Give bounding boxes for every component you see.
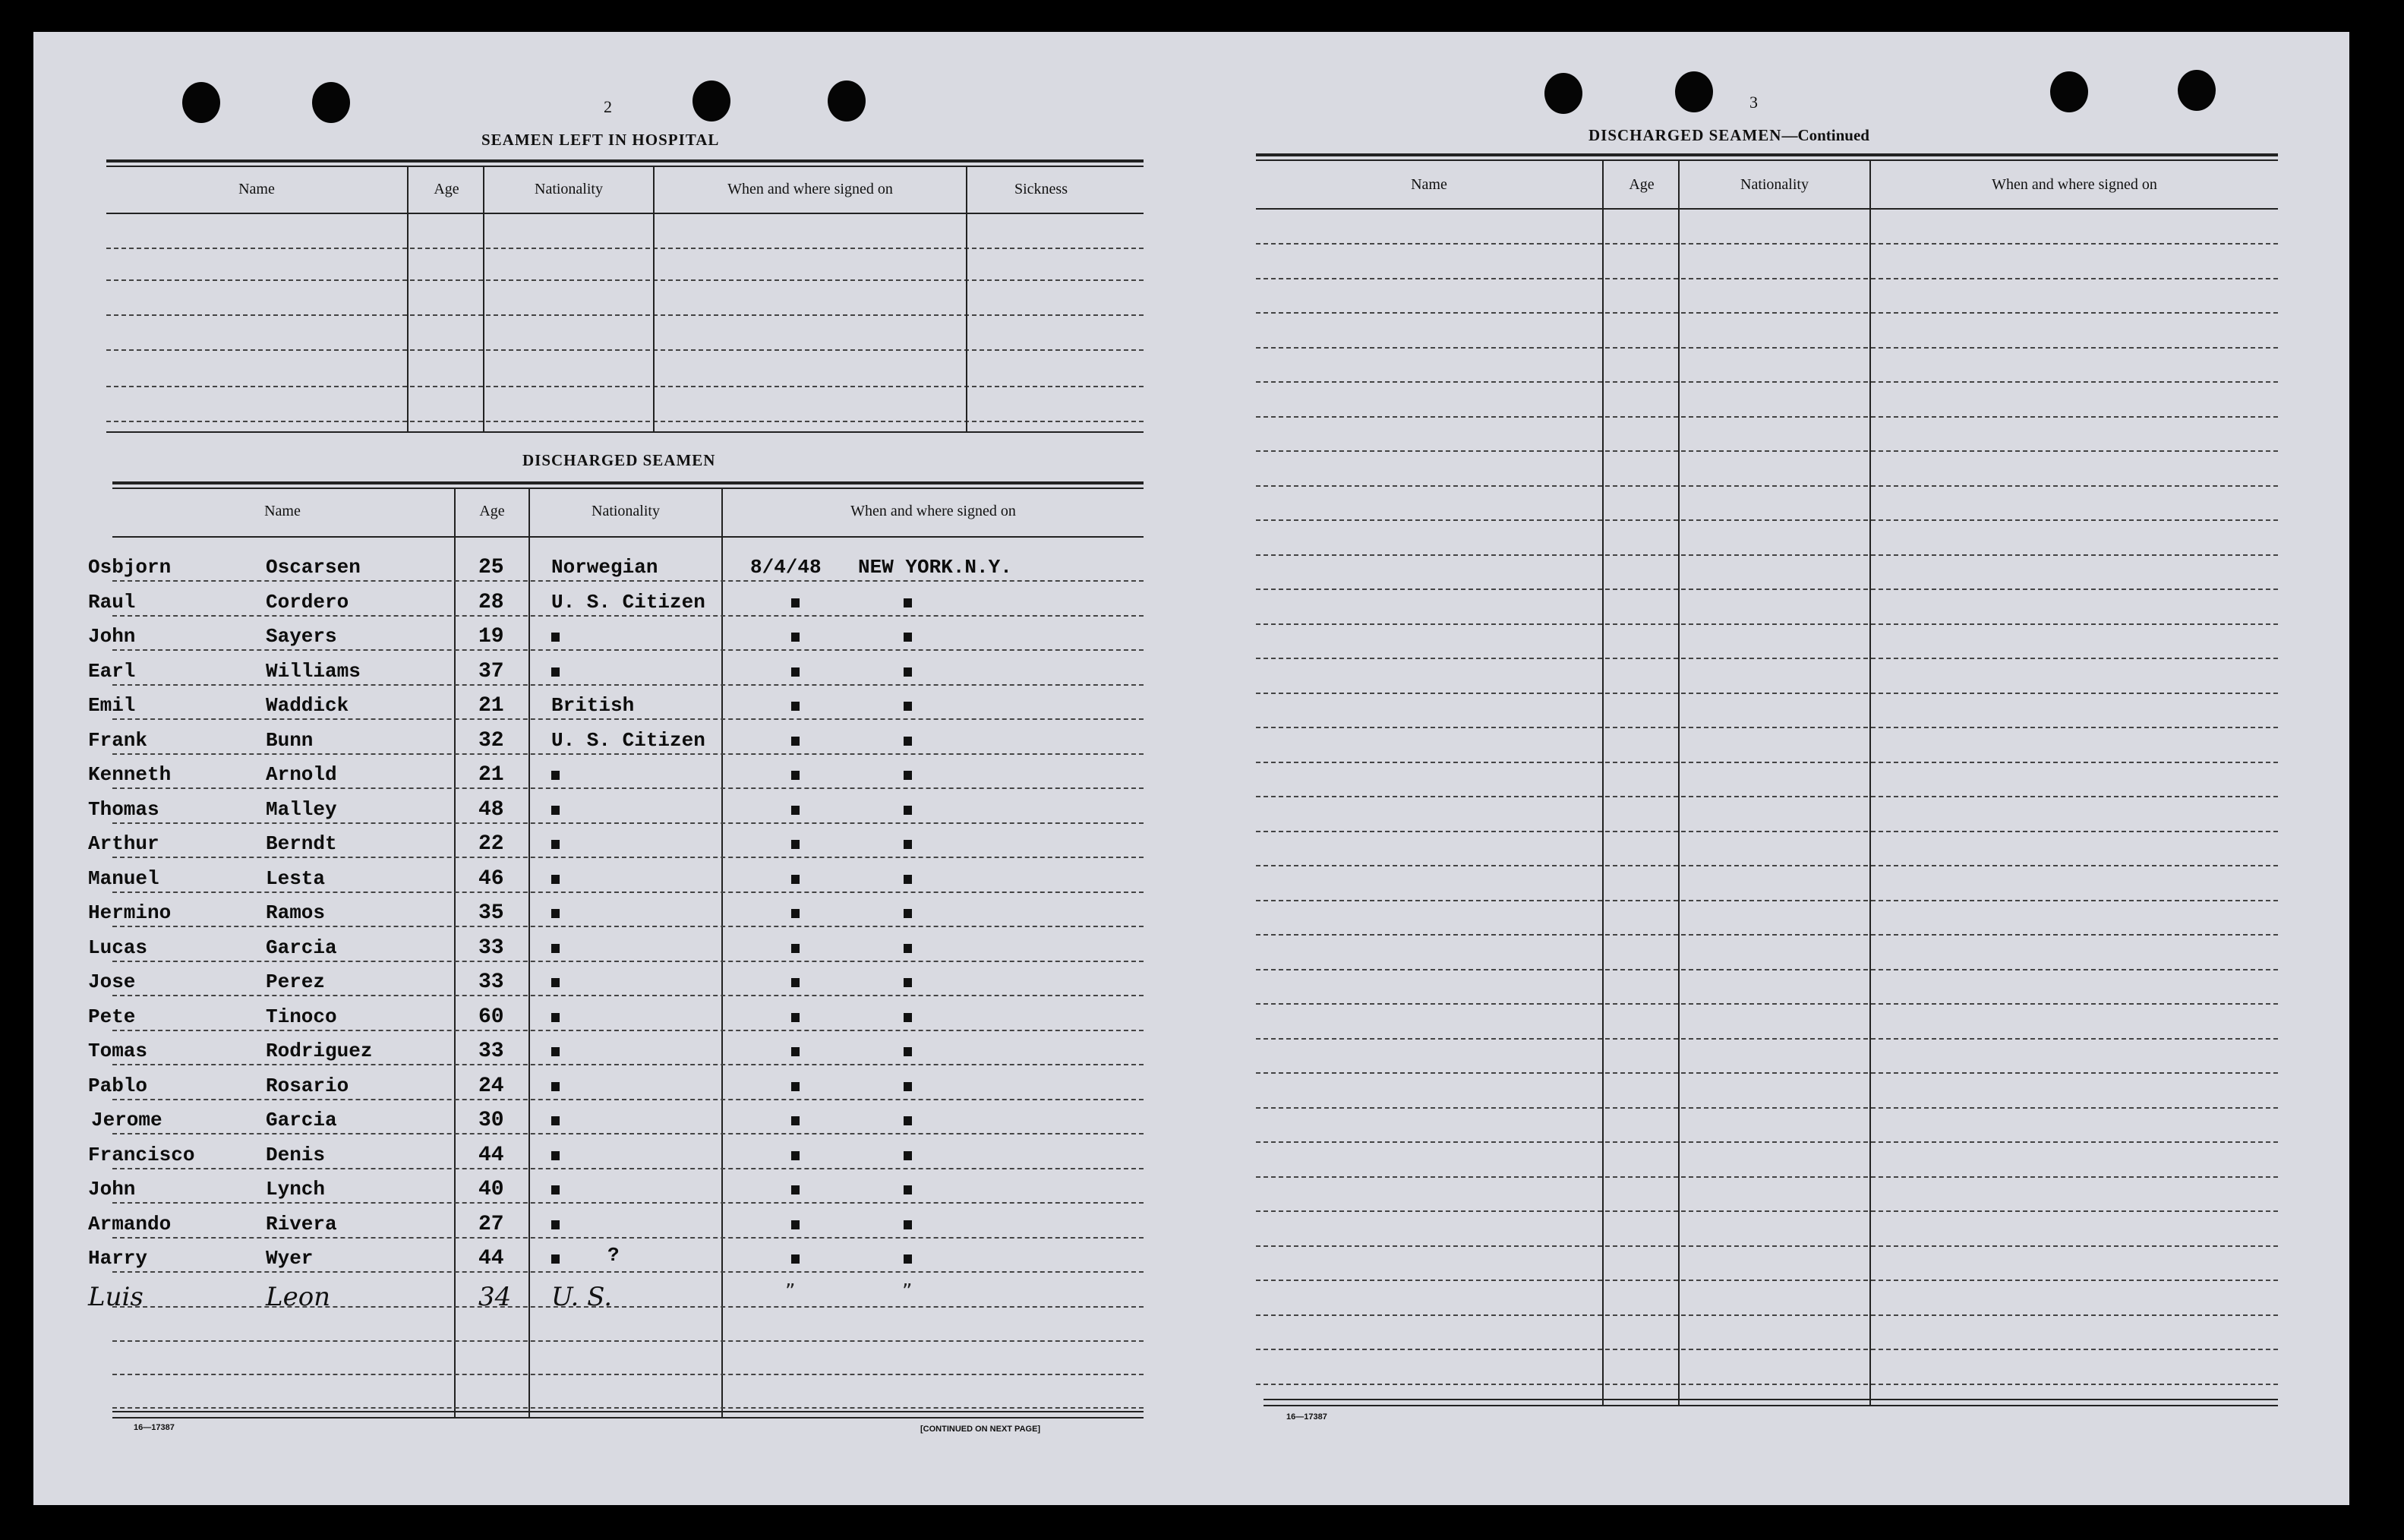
right-table-bottom-rule-2 xyxy=(1264,1405,2278,1406)
hospital-table-top-rule-2 xyxy=(106,166,1144,167)
ditto-mark xyxy=(551,806,560,815)
right-row-line xyxy=(1256,1038,2278,1040)
seaman-last-name: Cordero xyxy=(266,590,349,614)
hospital-row-line xyxy=(106,314,1144,316)
seaman-last-name: Perez xyxy=(266,970,326,993)
ditto-mark xyxy=(791,598,800,607)
ditto-mark xyxy=(904,944,912,953)
seaman-age: 37 xyxy=(478,659,504,683)
hospital-row-line xyxy=(106,349,1144,351)
seaman-first-name: Armando xyxy=(88,1212,172,1235)
discharged-row-line xyxy=(112,787,1144,789)
seaman-first-name: Jerome xyxy=(91,1109,162,1131)
right-row-line xyxy=(1256,1245,2278,1247)
right-row-line xyxy=(1256,1141,2278,1143)
right-row-line xyxy=(1256,1280,2278,1281)
ditto-mark xyxy=(791,737,800,746)
continued-section-title xyxy=(1588,126,1869,145)
ditto-mark xyxy=(551,1185,560,1194)
discharged-col-divider xyxy=(528,488,530,1417)
discharged-row-line xyxy=(112,961,1144,962)
discharged-row-line xyxy=(112,1064,1144,1065)
discharged-row-line xyxy=(112,822,1144,824)
seaman-last-name: Williams xyxy=(266,659,361,683)
seaman-last-name: Rodriguez xyxy=(266,1040,373,1062)
right-header-nationality: Nationality xyxy=(1740,176,1809,193)
hospital-header-sickness: Sickness xyxy=(1014,181,1068,197)
punch-hole xyxy=(2050,71,2088,112)
ditto-mark xyxy=(791,840,800,849)
ditto-mark xyxy=(904,806,912,815)
seaman-age: 48 xyxy=(478,797,504,822)
seaman-last-name: Malley xyxy=(266,797,337,821)
ditto-mark xyxy=(551,875,560,884)
ditto-mark xyxy=(904,771,912,780)
discharged-row-line xyxy=(112,1271,1144,1273)
seaman-first-name: Arthur xyxy=(88,832,159,855)
seaman-age: 24 xyxy=(478,1074,504,1098)
seaman-last-name: Garcia xyxy=(266,936,337,959)
discharged-row-line xyxy=(112,753,1144,755)
punch-hole xyxy=(1675,71,1713,112)
ditto-mark xyxy=(904,1082,912,1091)
seaman-age: 33 xyxy=(478,1040,504,1063)
discharged-row-line xyxy=(112,580,1144,582)
ditto-mark xyxy=(791,1254,800,1264)
ditto-mark xyxy=(551,771,560,780)
right-row-line xyxy=(1256,312,2278,314)
discharged-row-line xyxy=(112,1099,1144,1100)
discharged-row-line xyxy=(112,684,1144,686)
seaman-nationality: British xyxy=(551,694,635,717)
ditto-mark xyxy=(791,771,800,780)
right-row-line xyxy=(1256,1384,2278,1385)
hospital-col-divider xyxy=(407,166,409,431)
right-row-line xyxy=(1256,900,2278,901)
seaman-first-name: Kenneth xyxy=(88,763,172,786)
right-row-line xyxy=(1256,381,2278,383)
ditto-mark xyxy=(551,1013,560,1022)
seaman-age: 30 xyxy=(478,1109,504,1132)
seaman-age: 44 xyxy=(478,1143,504,1167)
seaman-first-name: John xyxy=(88,625,136,648)
right-row-line xyxy=(1256,831,2278,832)
right-row-line xyxy=(1256,243,2278,245)
hospital-col-divider xyxy=(966,166,967,431)
right-header-name: Name xyxy=(1411,176,1447,193)
form-number-right: 16—17387 xyxy=(1286,1412,1327,1422)
right-row-line xyxy=(1256,347,2278,349)
right-table-top-rule-2 xyxy=(1256,159,2278,161)
discharged-row-line xyxy=(112,857,1144,858)
discharged-table-top-rule-2 xyxy=(112,488,1144,489)
hospital-header-nationality: Nationality xyxy=(535,181,603,197)
seaman-last-name: Waddick xyxy=(266,694,349,717)
ditto-mark xyxy=(791,875,800,884)
discharged-row-line xyxy=(112,1340,1144,1342)
seaman-last-name: Leon xyxy=(266,1281,331,1312)
ditto-mark xyxy=(904,1254,912,1264)
right-table-top-rule xyxy=(1256,153,2278,156)
right-row-line xyxy=(1256,519,2278,521)
right-row-line xyxy=(1256,934,2278,936)
seaman-age: 35 xyxy=(478,901,504,925)
form-number-left: 16—17387 xyxy=(134,1423,175,1432)
page-number-left: 2 xyxy=(604,97,612,116)
right-row-line xyxy=(1256,693,2278,694)
seaman-last-name: Berndt xyxy=(266,832,337,855)
punch-hole xyxy=(2178,70,2216,111)
signed-on-place: NEW YORK.N.Y. xyxy=(858,556,1012,579)
seaman-age: 44 xyxy=(478,1247,504,1270)
ditto-mark xyxy=(551,1151,560,1160)
punch-hole xyxy=(828,80,866,121)
hospital-col-divider xyxy=(653,166,655,431)
seaman-age: 40 xyxy=(478,1178,504,1201)
seaman-first-name: Francisco xyxy=(88,1143,195,1166)
seaman-last-name: Garcia xyxy=(266,1109,337,1131)
seaman-first-name: John xyxy=(88,1178,136,1201)
seaman-first-name: Tomas xyxy=(88,1040,148,1062)
continued-note: [CONTINUED ON NEXT PAGE] xyxy=(920,1425,1041,1434)
discharged-header-rule xyxy=(112,536,1144,538)
seaman-age: 21 xyxy=(478,763,504,787)
ditto-mark xyxy=(904,978,912,987)
right-row-line xyxy=(1256,623,2278,625)
ditto-mark xyxy=(904,1116,912,1125)
discharged-row-line xyxy=(112,1202,1144,1204)
seaman-age: 21 xyxy=(478,694,504,718)
ditto-mark xyxy=(791,978,800,987)
seaman-first-name: Osbjorn xyxy=(88,556,172,579)
ditto-mark xyxy=(904,909,912,918)
ditto-mark xyxy=(551,978,560,987)
discharged-row-line xyxy=(112,1407,1144,1409)
seaman-age: 46 xyxy=(478,866,504,891)
ditto-mark xyxy=(791,1047,800,1056)
seaman-first-name: Harry xyxy=(88,1247,148,1270)
ditto-mark xyxy=(904,598,912,607)
right-row-line xyxy=(1256,969,2278,970)
seaman-nationality: U. S. xyxy=(551,1281,613,1312)
ditto-mark xyxy=(791,702,800,711)
hospital-row-line xyxy=(106,421,1144,422)
right-row-line xyxy=(1256,450,2278,452)
ditto-mark xyxy=(791,1151,800,1160)
ditto-mark xyxy=(791,1116,800,1125)
seaman-age: 28 xyxy=(478,590,504,614)
seaman-age: 27 xyxy=(478,1212,504,1236)
right-row-line xyxy=(1256,1072,2278,1074)
ditto-mark xyxy=(904,1013,912,1022)
seaman-age: 25 xyxy=(478,556,504,579)
right-row-line xyxy=(1256,485,2278,487)
right-row-line xyxy=(1256,1176,2278,1178)
right-row-line xyxy=(1256,1349,2278,1350)
right-row-line xyxy=(1256,762,2278,763)
discharged-row-line xyxy=(112,649,1144,651)
seaman-first-name: Luis xyxy=(88,1281,144,1312)
discharged-table-bottom-rule xyxy=(112,1411,1144,1412)
seaman-first-name: Pablo xyxy=(88,1074,148,1097)
discharged-table-top-rule xyxy=(112,481,1144,484)
right-row-line xyxy=(1256,1003,2278,1005)
discharged-row-line xyxy=(112,1133,1144,1134)
ditto-mark xyxy=(551,909,560,918)
hospital-table-top-rule xyxy=(106,159,1144,163)
ditto-mark xyxy=(791,1082,800,1091)
right-header-rule xyxy=(1256,208,2278,210)
seaman-first-name: Emil xyxy=(88,694,136,717)
ditto-mark xyxy=(791,1220,800,1229)
seaman-last-name: Arnold xyxy=(266,763,337,786)
seaman-last-name: Rosario xyxy=(266,1074,349,1097)
ditto-mark xyxy=(551,1254,560,1264)
seaman-last-name: Bunn xyxy=(266,728,314,752)
ditto-mark xyxy=(904,840,912,849)
ditto-mark xyxy=(904,702,912,711)
hospital-row-line xyxy=(106,248,1144,249)
seaman-age: 60 xyxy=(478,1005,504,1029)
hospital-section-title: SEAMEN LEFT IN HOSPITAL xyxy=(481,131,720,149)
ditto-mark xyxy=(904,633,912,642)
discharged-header-name: Name xyxy=(264,503,301,519)
seaman-first-name: Earl xyxy=(88,659,136,683)
right-header-signed-on: When and where signed on xyxy=(1992,176,2157,193)
seaman-last-name: Lesta xyxy=(266,866,326,890)
ditto-mark xyxy=(551,1220,560,1229)
ditto-mark xyxy=(904,1185,912,1194)
discharged-row-line xyxy=(112,1306,1144,1308)
ditto-mark xyxy=(791,944,800,953)
right-row-line xyxy=(1256,589,2278,590)
seaman-last-name: Lynch xyxy=(266,1178,326,1201)
seaman-last-name: Wyer xyxy=(266,1247,314,1270)
seaman-last-name: Rivera xyxy=(266,1212,337,1235)
seaman-first-name: Jose xyxy=(88,970,136,993)
question-mark: ? xyxy=(607,1244,620,1267)
right-row-line xyxy=(1256,658,2278,659)
ditto-mark xyxy=(904,667,912,677)
seaman-last-name: Sayers xyxy=(266,625,337,648)
crew-list-sheet xyxy=(33,32,2349,1505)
discharged-col-divider xyxy=(721,488,723,1417)
seaman-last-name: Denis xyxy=(266,1143,326,1166)
discharged-row-line xyxy=(112,1374,1144,1375)
continued-title-suffix: —Continued xyxy=(1781,126,1869,144)
hospital-header-name: Name xyxy=(238,181,275,197)
seaman-age: 22 xyxy=(478,832,504,856)
ditto-mark-handwritten: ” xyxy=(902,1280,913,1303)
punch-hole xyxy=(312,82,350,123)
right-header-age: Age xyxy=(1629,176,1655,193)
seaman-nationality: Norwegian xyxy=(551,556,658,579)
hospital-header-age: Age xyxy=(434,181,459,197)
right-row-line xyxy=(1256,727,2278,728)
right-row-line xyxy=(1256,416,2278,418)
right-row-line xyxy=(1256,865,2278,866)
ditto-mark xyxy=(551,667,560,677)
seaman-age: 19 xyxy=(478,625,504,649)
seaman-age: 33 xyxy=(478,970,504,994)
ditto-mark xyxy=(904,1047,912,1056)
ditto-mark xyxy=(904,737,912,746)
seaman-age: 32 xyxy=(478,728,504,753)
discharged-row-line xyxy=(112,995,1144,996)
seaman-first-name: Lucas xyxy=(88,936,148,959)
seaman-age: 34 xyxy=(478,1281,512,1312)
punch-hole xyxy=(692,80,730,121)
right-table-bottom-rule xyxy=(1264,1399,2278,1400)
ditto-mark xyxy=(551,944,560,953)
discharged-row-line xyxy=(112,1030,1144,1031)
hospital-row-line xyxy=(106,279,1144,281)
discharged-table-bottom-rule-2 xyxy=(112,1417,1144,1419)
hospital-row-line xyxy=(106,386,1144,387)
ditto-mark xyxy=(904,1220,912,1229)
ditto-mark xyxy=(791,667,800,677)
right-row-line xyxy=(1256,796,2278,797)
discharged-header-age: Age xyxy=(479,503,505,519)
discharged-row-line xyxy=(112,615,1144,617)
discharged-row-line xyxy=(112,926,1144,927)
right-row-line xyxy=(1256,554,2278,556)
ditto-mark xyxy=(904,875,912,884)
ditto-mark xyxy=(551,840,560,849)
discharged-header-signed-on: When and where signed on xyxy=(850,503,1016,519)
hospital-table-bottom-rule xyxy=(106,431,1144,433)
ditto-mark xyxy=(791,633,800,642)
ditto-mark xyxy=(791,806,800,815)
hospital-col-divider xyxy=(483,166,484,431)
ditto-mark xyxy=(791,1013,800,1022)
seaman-first-name: Frank xyxy=(88,728,148,752)
seaman-nationality: U. S. Citizen xyxy=(551,728,705,752)
ditto-mark xyxy=(551,1082,560,1091)
ditto-mark xyxy=(791,909,800,918)
discharged-col-divider xyxy=(454,488,456,1417)
ditto-mark xyxy=(551,633,560,642)
ditto-mark xyxy=(551,1116,560,1125)
discharged-section-title: DISCHARGED SEAMEN xyxy=(522,451,716,469)
right-row-line xyxy=(1256,278,2278,279)
discharged-row-line xyxy=(112,1168,1144,1169)
continued-title-main: DISCHARGED SEAMEN xyxy=(1588,126,1782,144)
seaman-nationality: U. S. Citizen xyxy=(551,590,705,614)
discharged-header-nationality: Nationality xyxy=(592,503,660,519)
hospital-header-signed-on: When and where signed on xyxy=(727,181,893,197)
seaman-age: 33 xyxy=(478,936,504,960)
seaman-first-name: Thomas xyxy=(88,797,159,821)
hospital-header-rule xyxy=(106,213,1144,214)
ditto-mark xyxy=(551,1047,560,1056)
discharged-row-line xyxy=(112,1237,1144,1239)
ditto-mark xyxy=(904,1151,912,1160)
punch-hole xyxy=(182,82,220,123)
right-row-line xyxy=(1256,1314,2278,1316)
page-number-right: 3 xyxy=(1749,93,1758,112)
right-row-line xyxy=(1256,1107,2278,1109)
seaman-first-name: Hermino xyxy=(88,901,172,924)
seaman-first-name: Manuel xyxy=(88,866,159,890)
seaman-last-name: Tinoco xyxy=(266,1005,337,1028)
ditto-mark xyxy=(791,1185,800,1194)
seaman-first-name: Raul xyxy=(88,590,136,614)
discharged-row-line xyxy=(112,891,1144,893)
ditto-mark-handwritten: ” xyxy=(785,1280,796,1303)
discharged-row-line xyxy=(112,718,1144,720)
signed-on-date: 8/4/48 xyxy=(750,556,822,579)
seaman-last-name: Oscarsen xyxy=(266,556,361,579)
seaman-first-name: Pete xyxy=(88,1005,136,1028)
seaman-last-name: Ramos xyxy=(266,901,326,924)
right-row-line xyxy=(1256,1210,2278,1212)
punch-hole xyxy=(1544,73,1582,114)
